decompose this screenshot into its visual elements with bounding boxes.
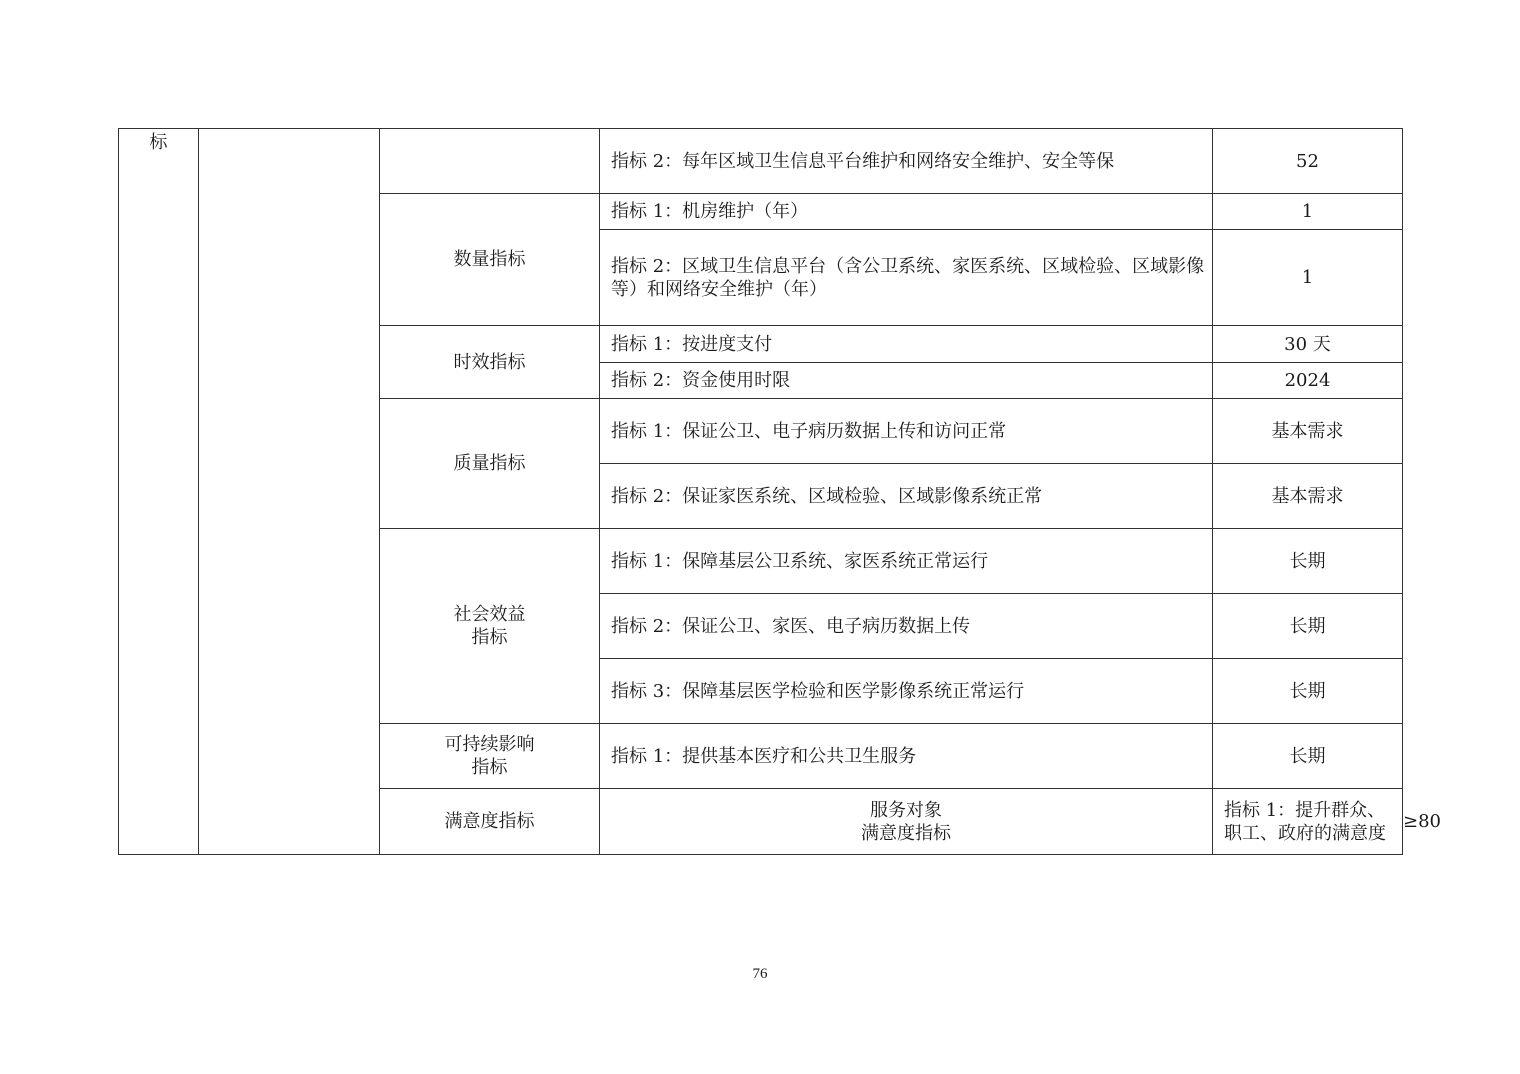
table-row: [119, 129, 1403, 194]
value-cell: 长期: [1213, 529, 1403, 594]
value-cell: 长期: [1213, 724, 1403, 789]
page-number: 76: [752, 966, 768, 982]
level3-cell: 数量指标: [380, 194, 600, 326]
level1-cell: [119, 129, 199, 855]
indicator-cell: 指标 1：提供基本医疗和公共卫生服务: [600, 724, 1213, 789]
level3-cell: [380, 724, 600, 789]
level2-cell: 满意度指标: [380, 789, 600, 855]
level3-cell-empty: [380, 129, 600, 194]
value-cell: 长期: [1213, 659, 1403, 724]
performance-indicator-table: [118, 128, 1441, 855]
level3-label-line2: 指标: [471, 757, 508, 778]
level3-cell: [380, 529, 600, 724]
level3-label-line1: 社会效益: [453, 604, 526, 625]
table-row: 满意度指标 服务对象 满意度指标 指标 1：提升群众、职工、政府的满意度 ≥80: [119, 789, 1403, 855]
indicator-cell: 指标 1：按进度支付: [600, 326, 1213, 363]
level3-label-line2: 指标: [471, 627, 508, 648]
indicator-cell: 指标 2：资金使用时限: [600, 363, 1213, 399]
level3-label-line1: 服务对象: [870, 799, 942, 821]
level3-label-line1: 可持续影响: [444, 734, 535, 755]
level3-label-line2: 满意度指标: [861, 822, 951, 844]
value-cell: 1: [1213, 230, 1403, 326]
indicator-cell: 指标 2：保证公卫、家医、电子病历数据上传: [600, 594, 1213, 659]
level3-cell: 质量指标: [380, 399, 600, 529]
value-cell: 基本需求: [1213, 399, 1403, 464]
indicator-cell: 指标 2：每年区域卫生信息平台维护和网络安全维护、安全等保: [600, 129, 1213, 194]
indicator-cell: 指标 1：机房维护（年）: [600, 194, 1213, 230]
level1-label: 标: [149, 132, 168, 153]
indicator-cell: 指标 3：保障基层医学检验和医学影像系统正常运行: [600, 659, 1213, 724]
value-cell: 30 天: [1213, 326, 1403, 363]
indicator-cell: 指标 1：保证公卫、电子病历数据上传和访问正常: [600, 399, 1213, 464]
level3-cell: [600, 789, 1213, 855]
level2-cell-empty: [199, 129, 380, 855]
level3-cell: 时效指标: [380, 326, 600, 399]
value-cell: 1: [1213, 194, 1403, 230]
indicator-cell: 指标 1：保障基层公卫系统、家医系统正常运行: [600, 529, 1213, 594]
indicator-cell: 指标 1：提升群众、职工、政府的满意度: [1213, 789, 1403, 855]
value-cell: 长期: [1213, 594, 1403, 659]
value-cell: 52: [1213, 129, 1403, 194]
indicator-cell: 指标 2：区域卫生信息平台（含公卫系统、家医系统、区域检验、区域影像等）和网络安全维护（年）: [600, 230, 1213, 326]
value-cell: 基本需求: [1213, 464, 1403, 529]
value-cell: 2024: [1213, 363, 1403, 399]
indicator-cell: 指标 2：保证家医系统、区域检验、区域影像系统正常: [600, 464, 1213, 529]
